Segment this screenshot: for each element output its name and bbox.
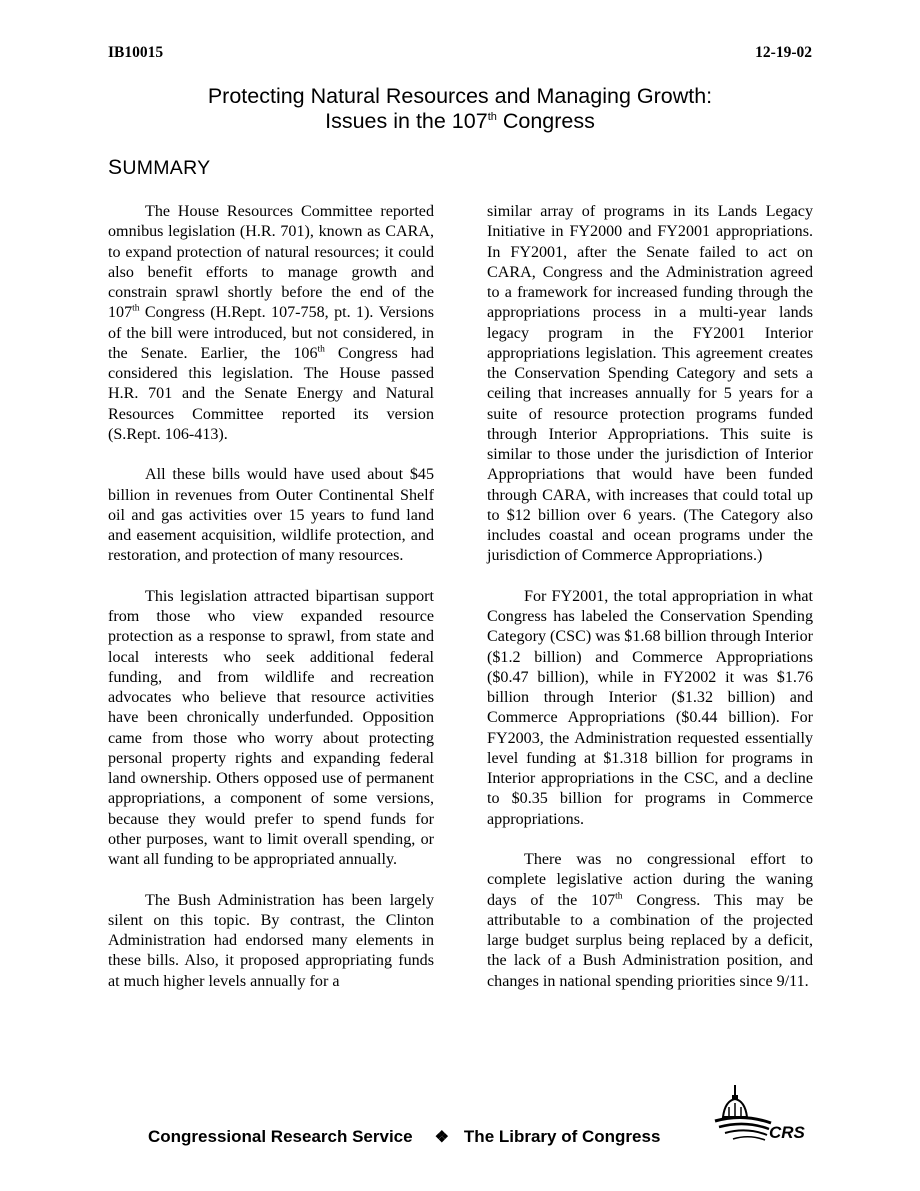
paragraph-1-text-c: Congress had considered this legislation. The House passed H.R. 701 and the Senate Energy and Natural Resources Committee reported its version (S.Rept. 106-413). (108, 344, 435, 443)
paragraph-1-sup-2: th (317, 344, 325, 355)
title-line-1: Protecting Natural Resources and Managing Growth: (207, 84, 713, 108)
paragraph-2: All these bills would have used about $45 billion in revenues from Outer Continental Shelf oil and gas activities over 15 years to fund land and easement acquisition, wildlife protection, and restoration, and protection of many resources. (108, 466, 434, 565)
footer (148, 1127, 660, 1147)
title-line-2 (108, 109, 812, 134)
paragraph-5: similar array of programs in its Lands Legacy Initiative in FY2000 and FY2001 appropriations. In FY2001, after the Senate failed to act on CARA, Congress and the Administration agreed to a framework for increased funding through the appropriations process in a multi-year lands legacy program in the FY2001 Interior appropriations legislation. This agreement creates the Conservation Spending Category and sets a ceiling that increases annually for 5 years for a suite of resource protection programs funded through Interior Appropriations. This suite is similar to those under the jurisdiction of Interior Appropriations that would have been funded through CARA, with increases that could total up to $12 billion over 6 years. (The Category also includes coastal and ocean programs under the jurisdiction of Commerce Appropriations.) (487, 203, 813, 565)
footer-library-name: The Library of Congress (463, 1127, 661, 1146)
title-line-2-post: Congress (496, 109, 595, 133)
footer-crs-name: Congressional Research Service (148, 1127, 413, 1146)
paragraph-1-text-b: Congress (H.Rept. 107-758, pt. 1). Versions of the bill were introduced, but not considered, in the Senate. Earlier, the 106 (108, 304, 434, 362)
paragraph-7 (487, 850, 813, 992)
paragraph-1 (108, 202, 434, 445)
paragraph-6: For FY2001, the total appropriation in what Congress has labeled the Conservation Spending Category (CSC) was $1.68 billion through Interior ($1.2 billion) and Commerce Appropriations ($0.47 billion), while in FY2002 it was $1.76 billion through Interior ($1.32 billion) and Commerce Appropriations ($0.44 billion). For FY2003, the Administration requested essentially level funding at $1.318 billion for programs in Interior appropriations in the CSC, and a decline to $0.35 billion for programs in Commerce appropriations. (487, 587, 813, 828)
paragraph-4: The Bush Administration has been largely silent on this topic. By contrast, the Clinton Administration had endorsed many elements in these bills. Also, it proposed appropriating funds at much higher levels annually for a (108, 891, 434, 990)
page-title (108, 84, 812, 134)
paragraph-7-text-a: There was no congressional effort to complete legislative action during the waning days of the 107 (487, 851, 813, 909)
doc-id: IB10015 (108, 44, 164, 61)
paragraph-1-text-a: The House Resources Committee reported omnibus legislation (H.R. 701), known as CARA, to expand protection of natural resources; it could also benefit efforts to manage growth and constrain sprawl shortly before the end of the 107 (108, 203, 434, 322)
crs-logo-text: CRS (769, 1123, 805, 1142)
doc-date: 12-19-02 (755, 44, 812, 61)
section-heading-initial: S (108, 156, 123, 179)
paragraph-1-sup-1: th (132, 303, 140, 314)
left-column (108, 202, 434, 1012)
title-superscript: th (487, 110, 497, 123)
footer-separator-icon: ❖ (434, 1129, 449, 1146)
paragraph-3: This legislation attracted bipartisan support from those who view expanded resource protection as a response to sprawl, from state and local interests who seek additional federal funding, and from wildlife and recreation advocates who believe that resource activities have been chronically underfunded. Opposition came from those who worry about protecting personal property rights and expanding federal land ownership. Others opposed use of permanent appropriations, a component of some versions, because they would prefer to spend funds for other purposes, want to limit overall spending, or want all funding to be appropriated annually. (108, 587, 434, 868)
right-column (487, 202, 813, 1012)
title-line-2-pre: Issues in the 107 (325, 109, 488, 133)
section-heading-rest: UMMARY (122, 157, 211, 179)
section-heading (108, 156, 210, 180)
crs-capitol-logo-icon (713, 1083, 813, 1145)
paragraph-7-text-b: Congress. This may be attributable to a combination of the projected large budget surplus being replaced by a deficit, the lack of a Bush Administration position, and changes in national spending priorities since 9/11. (487, 891, 813, 990)
paragraph-7-sup: th (615, 891, 623, 902)
